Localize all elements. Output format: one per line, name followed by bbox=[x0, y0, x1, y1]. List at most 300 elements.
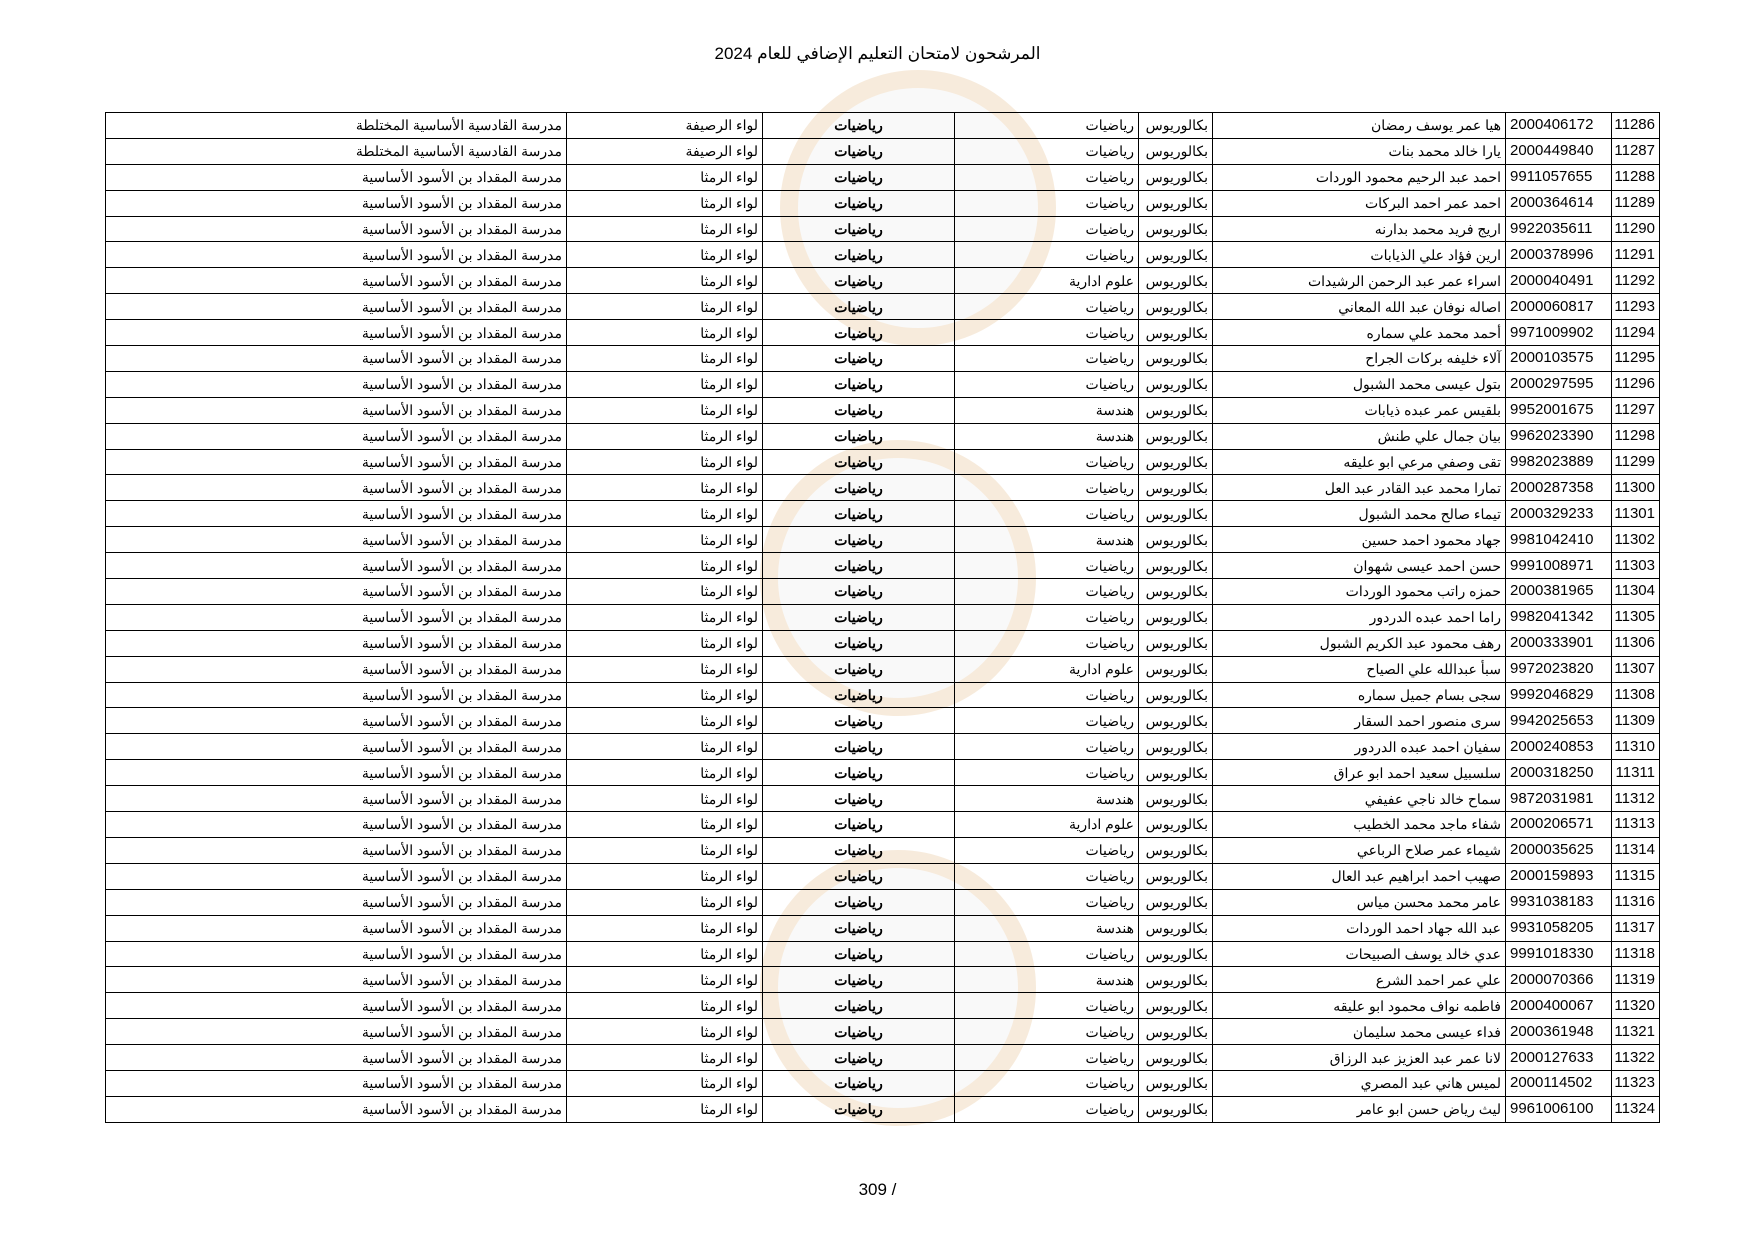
school-cell: مدرسة المقداد بن الأسود الأساسية bbox=[106, 863, 567, 889]
degree-cell: بكالوريوس bbox=[1139, 216, 1213, 242]
table-row bbox=[106, 708, 1660, 734]
school-cell: مدرسة المقداد بن الأسود الأساسية bbox=[106, 216, 567, 242]
subject-cell: رياضيات bbox=[763, 708, 955, 734]
candidate-name-cell: ارين فؤاد علي الذيابات bbox=[1213, 242, 1506, 268]
major-cell: رياضيات bbox=[955, 708, 1139, 734]
degree-cell: بكالوريوس bbox=[1139, 164, 1213, 190]
degree-cell: بكالوريوس bbox=[1139, 371, 1213, 397]
school-cell: مدرسة المقداد بن الأسود الأساسية bbox=[106, 760, 567, 786]
national-id-cell: 9991018330 bbox=[1506, 941, 1612, 967]
subject-cell: رياضيات bbox=[763, 1019, 955, 1045]
district-cell: لواء الرمثا bbox=[567, 863, 763, 889]
national-id-cell: 2000287358 bbox=[1506, 475, 1612, 501]
candidate-name-cell: أحمد محمد علي سماره bbox=[1213, 320, 1506, 346]
degree-cell: بكالوريوس bbox=[1139, 553, 1213, 579]
degree-cell: بكالوريوس bbox=[1139, 967, 1213, 993]
district-cell: لواء الرمثا bbox=[567, 682, 763, 708]
subject-cell: رياضيات bbox=[763, 138, 955, 164]
degree-cell: بكالوريوس bbox=[1139, 527, 1213, 553]
table-row bbox=[106, 889, 1660, 915]
major-cell: رياضيات bbox=[955, 630, 1139, 656]
school-cell: مدرسة المقداد بن الأسود الأساسية bbox=[106, 656, 567, 682]
district-cell: لواء الرصيفة bbox=[567, 113, 763, 139]
candidate-name-cell: هيا عمر يوسف رمضان bbox=[1213, 113, 1506, 139]
candidate-name-cell: احمد عمر احمد البركات bbox=[1213, 190, 1506, 216]
major-cell: رياضيات bbox=[955, 889, 1139, 915]
degree-cell: بكالوريوس bbox=[1139, 656, 1213, 682]
subject-cell: رياضيات bbox=[763, 682, 955, 708]
table-row bbox=[106, 604, 1660, 630]
serial-number-cell: 11321 bbox=[1612, 1019, 1660, 1045]
national-id-cell: 2000364614 bbox=[1506, 190, 1612, 216]
national-id-cell: 9872031981 bbox=[1506, 786, 1612, 812]
major-cell: رياضيات bbox=[955, 475, 1139, 501]
school-cell: مدرسة المقداد بن الأسود الأساسية bbox=[106, 320, 567, 346]
candidate-name-cell: عدي خالد يوسف الصبيحات bbox=[1213, 941, 1506, 967]
table-row bbox=[106, 346, 1660, 372]
subject-cell: رياضيات bbox=[763, 837, 955, 863]
national-id-cell: 2000449840 bbox=[1506, 138, 1612, 164]
degree-cell: بكالوريوس bbox=[1139, 915, 1213, 941]
major-cell: رياضيات bbox=[955, 190, 1139, 216]
major-cell: رياضيات bbox=[955, 501, 1139, 527]
major-cell: رياضيات bbox=[955, 553, 1139, 579]
school-cell: مدرسة المقداد بن الأسود الأساسية bbox=[106, 397, 567, 423]
major-cell: رياضيات bbox=[955, 216, 1139, 242]
school-cell: مدرسة المقداد بن الأسود الأساسية bbox=[106, 993, 567, 1019]
district-cell: لواء الرمثا bbox=[567, 812, 763, 838]
district-cell: لواء الرمثا bbox=[567, 786, 763, 812]
national-id-cell: 2000318250 bbox=[1506, 760, 1612, 786]
district-cell: لواء الرمثا bbox=[567, 346, 763, 372]
candidate-name-cell: حمزه راتب محمود الوردات bbox=[1213, 579, 1506, 605]
serial-number-cell: 11296 bbox=[1612, 371, 1660, 397]
degree-cell: بكالوريوس bbox=[1139, 812, 1213, 838]
serial-number-cell: 11295 bbox=[1612, 346, 1660, 372]
national-id-cell: 2000381965 bbox=[1506, 579, 1612, 605]
district-cell: لواء الرمثا bbox=[567, 656, 763, 682]
school-cell: مدرسة المقداد بن الأسود الأساسية bbox=[106, 1070, 567, 1096]
table-row bbox=[106, 190, 1660, 216]
subject-cell: رياضيات bbox=[763, 294, 955, 320]
subject-cell: رياضيات bbox=[763, 371, 955, 397]
degree-cell: بكالوريوس bbox=[1139, 1070, 1213, 1096]
major-cell: رياضيات bbox=[955, 1019, 1139, 1045]
subject-cell: رياضيات bbox=[763, 242, 955, 268]
subject-cell: رياضيات bbox=[763, 760, 955, 786]
district-cell: لواء الرمثا bbox=[567, 889, 763, 915]
degree-cell: بكالوريوس bbox=[1139, 501, 1213, 527]
district-cell: لواء الرمثا bbox=[567, 579, 763, 605]
major-cell: رياضيات bbox=[955, 164, 1139, 190]
school-cell: مدرسة القادسية الأساسية المختلطة bbox=[106, 113, 567, 139]
table-row bbox=[106, 320, 1660, 346]
candidate-name-cell: سجى بسام جميل سماره bbox=[1213, 682, 1506, 708]
major-cell: رياضيات bbox=[955, 346, 1139, 372]
major-cell: رياضيات bbox=[955, 371, 1139, 397]
national-id-cell: 9942025653 bbox=[1506, 708, 1612, 734]
subject-cell: رياضيات bbox=[763, 630, 955, 656]
major-cell: هندسة bbox=[955, 423, 1139, 449]
degree-cell: بكالوريوس bbox=[1139, 708, 1213, 734]
serial-number-cell: 11314 bbox=[1612, 837, 1660, 863]
school-cell: مدرسة المقداد بن الأسود الأساسية bbox=[106, 268, 567, 294]
serial-number-cell: 11299 bbox=[1612, 449, 1660, 475]
serial-number-cell: 11306 bbox=[1612, 630, 1660, 656]
major-cell: علوم ادارية bbox=[955, 268, 1139, 294]
major-cell: هندسة bbox=[955, 786, 1139, 812]
table-row bbox=[106, 915, 1660, 941]
district-cell: لواء الرمثا bbox=[567, 915, 763, 941]
district-cell: لواء الرمثا bbox=[567, 475, 763, 501]
degree-cell: بكالوريوس bbox=[1139, 346, 1213, 372]
school-cell: مدرسة المقداد بن الأسود الأساسية bbox=[106, 1019, 567, 1045]
district-cell: لواء الرمثا bbox=[567, 993, 763, 1019]
table-row bbox=[106, 1019, 1660, 1045]
degree-cell: بكالوريوس bbox=[1139, 397, 1213, 423]
major-cell: هندسة bbox=[955, 527, 1139, 553]
major-cell: علوم ادارية bbox=[955, 812, 1139, 838]
national-id-cell: 9931038183 bbox=[1506, 889, 1612, 915]
school-cell: مدرسة القادسية الأساسية المختلطة bbox=[106, 138, 567, 164]
subject-cell: رياضيات bbox=[763, 734, 955, 760]
district-cell: لواء الرصيفة bbox=[567, 138, 763, 164]
district-cell: لواء الرمثا bbox=[567, 604, 763, 630]
district-cell: لواء الرمثا bbox=[567, 371, 763, 397]
school-cell: مدرسة المقداد بن الأسود الأساسية bbox=[106, 915, 567, 941]
major-cell: هندسة bbox=[955, 967, 1139, 993]
school-cell: مدرسة المقداد بن الأسود الأساسية bbox=[106, 449, 567, 475]
serial-number-cell: 11319 bbox=[1612, 967, 1660, 993]
major-cell: رياضيات bbox=[955, 1070, 1139, 1096]
district-cell: لواء الرمثا bbox=[567, 760, 763, 786]
district-cell: لواء الرمثا bbox=[567, 216, 763, 242]
national-id-cell: 2000297595 bbox=[1506, 371, 1612, 397]
major-cell: رياضيات bbox=[955, 604, 1139, 630]
degree-cell: بكالوريوس bbox=[1139, 190, 1213, 216]
candidate-name-cell: سماح خالد ناجي عفيفي bbox=[1213, 786, 1506, 812]
degree-cell: بكالوريوس bbox=[1139, 1045, 1213, 1071]
national-id-cell: 2000400067 bbox=[1506, 993, 1612, 1019]
school-cell: مدرسة المقداد بن الأسود الأساسية bbox=[106, 294, 567, 320]
table-row bbox=[106, 164, 1660, 190]
table-row bbox=[106, 786, 1660, 812]
candidate-name-cell: حسن احمد عيسى شهوان bbox=[1213, 553, 1506, 579]
candidate-name-cell: اسراء عمر عبد الرحمن الرشيدات bbox=[1213, 268, 1506, 294]
table-row bbox=[106, 294, 1660, 320]
candidate-name-cell: لميس هاني عبد المصري bbox=[1213, 1070, 1506, 1096]
subject-cell: رياضيات bbox=[763, 889, 955, 915]
candidate-name-cell: شيماء عمر صلاح الرباعي bbox=[1213, 837, 1506, 863]
subject-cell: رياضيات bbox=[763, 812, 955, 838]
national-id-cell: 2000361948 bbox=[1506, 1019, 1612, 1045]
school-cell: مدرسة المقداد بن الأسود الأساسية bbox=[106, 837, 567, 863]
major-cell: رياضيات bbox=[955, 579, 1139, 605]
district-cell: لواء الرمثا bbox=[567, 397, 763, 423]
school-cell: مدرسة المقداد بن الأسود الأساسية bbox=[106, 734, 567, 760]
candidate-name-cell: تقى وصفي مرعي ابو عليقه bbox=[1213, 449, 1506, 475]
candidate-name-cell: تيماء صالح محمد الشبول bbox=[1213, 501, 1506, 527]
candidate-name-cell: شفاء ماجد محمد الخطيب bbox=[1213, 812, 1506, 838]
degree-cell: بكالوريوس bbox=[1139, 294, 1213, 320]
table-row bbox=[106, 242, 1660, 268]
candidate-name-cell: راما احمد عبده الدردور bbox=[1213, 604, 1506, 630]
serial-number-cell: 11322 bbox=[1612, 1045, 1660, 1071]
subject-cell: رياضيات bbox=[763, 656, 955, 682]
major-cell: رياضيات bbox=[955, 1096, 1139, 1122]
major-cell: رياضيات bbox=[955, 449, 1139, 475]
candidate-name-cell: لانا عمر عبد العزيز عبد الرزاق bbox=[1213, 1045, 1506, 1071]
national-id-cell: 9972023820 bbox=[1506, 656, 1612, 682]
degree-cell: بكالوريوس bbox=[1139, 449, 1213, 475]
subject-cell: رياضيات bbox=[763, 268, 955, 294]
district-cell: لواء الرمثا bbox=[567, 734, 763, 760]
major-cell: رياضيات bbox=[955, 993, 1139, 1019]
degree-cell: بكالوريوس bbox=[1139, 941, 1213, 967]
candidate-name-cell: سفيان احمد عبده الدردور bbox=[1213, 734, 1506, 760]
subject-cell: رياضيات bbox=[763, 604, 955, 630]
national-id-cell: 2000333901 bbox=[1506, 630, 1612, 656]
national-id-cell: 9962023390 bbox=[1506, 423, 1612, 449]
degree-cell: بكالوريوس bbox=[1139, 786, 1213, 812]
major-cell: رياضيات bbox=[955, 682, 1139, 708]
serial-number-cell: 11305 bbox=[1612, 604, 1660, 630]
degree-cell: بكالوريوس bbox=[1139, 1096, 1213, 1122]
major-cell: علوم ادارية bbox=[955, 656, 1139, 682]
subject-cell: رياضيات bbox=[763, 346, 955, 372]
candidate-name-cell: عامر محمد محسن مياس bbox=[1213, 889, 1506, 915]
serial-number-cell: 11316 bbox=[1612, 889, 1660, 915]
national-id-cell: 9981042410 bbox=[1506, 527, 1612, 553]
subject-cell: رياضيات bbox=[763, 501, 955, 527]
district-cell: لواء الرمثا bbox=[567, 501, 763, 527]
subject-cell: رياضيات bbox=[763, 967, 955, 993]
subject-cell: رياضيات bbox=[763, 423, 955, 449]
district-cell: لواء الرمثا bbox=[567, 320, 763, 346]
candidate-name-cell: رهف محمود عبد الكريم الشبول bbox=[1213, 630, 1506, 656]
table-row bbox=[106, 371, 1660, 397]
subject-cell: رياضيات bbox=[763, 216, 955, 242]
serial-number-cell: 11300 bbox=[1612, 475, 1660, 501]
degree-cell: بكالوريوس bbox=[1139, 579, 1213, 605]
national-id-cell: 2000103575 bbox=[1506, 346, 1612, 372]
national-id-cell: 9982023889 bbox=[1506, 449, 1612, 475]
serial-number-cell: 11317 bbox=[1612, 915, 1660, 941]
national-id-cell: 9952001675 bbox=[1506, 397, 1612, 423]
subject-cell: رياضيات bbox=[763, 993, 955, 1019]
serial-number-cell: 11293 bbox=[1612, 294, 1660, 320]
table-row bbox=[106, 216, 1660, 242]
serial-number-cell: 11303 bbox=[1612, 553, 1660, 579]
serial-number-cell: 11304 bbox=[1612, 579, 1660, 605]
school-cell: مدرسة المقداد بن الأسود الأساسية bbox=[106, 786, 567, 812]
candidate-name-cell: جهاد محمود احمد حسين bbox=[1213, 527, 1506, 553]
national-id-cell: 9931058205 bbox=[1506, 915, 1612, 941]
school-cell: مدرسة المقداد بن الأسود الأساسية bbox=[106, 967, 567, 993]
school-cell: مدرسة المقداد بن الأسود الأساسية bbox=[106, 423, 567, 449]
subject-cell: رياضيات bbox=[763, 449, 955, 475]
school-cell: مدرسة المقداد بن الأسود الأساسية bbox=[106, 812, 567, 838]
subject-cell: رياضيات bbox=[763, 397, 955, 423]
national-id-cell: 2000060817 bbox=[1506, 294, 1612, 320]
serial-number-cell: 11297 bbox=[1612, 397, 1660, 423]
major-cell: رياضيات bbox=[955, 1045, 1139, 1071]
serial-number-cell: 11288 bbox=[1612, 164, 1660, 190]
school-cell: مدرسة المقداد بن الأسود الأساسية bbox=[106, 630, 567, 656]
table-row bbox=[106, 1045, 1660, 1071]
candidate-name-cell: تمارا محمد عبد القادر عبد العل bbox=[1213, 475, 1506, 501]
school-cell: مدرسة المقداد بن الأسود الأساسية bbox=[106, 553, 567, 579]
district-cell: لواء الرمثا bbox=[567, 1070, 763, 1096]
national-id-cell: 2000040491 bbox=[1506, 268, 1612, 294]
serial-number-cell: 11287 bbox=[1612, 138, 1660, 164]
subject-cell: رياضيات bbox=[763, 579, 955, 605]
candidate-name-cell: اصاله نوفان عبد الله المعاني bbox=[1213, 294, 1506, 320]
national-id-cell: 2000035625 bbox=[1506, 837, 1612, 863]
degree-cell: بكالوريوس bbox=[1139, 863, 1213, 889]
district-cell: لواء الرمثا bbox=[567, 449, 763, 475]
degree-cell: بكالوريوس bbox=[1139, 993, 1213, 1019]
serial-number-cell: 11298 bbox=[1612, 423, 1660, 449]
district-cell: لواء الرمثا bbox=[567, 527, 763, 553]
district-cell: لواء الرمثا bbox=[567, 242, 763, 268]
district-cell: لواء الرمثا bbox=[567, 941, 763, 967]
school-cell: مدرسة المقداد بن الأسود الأساسية bbox=[106, 371, 567, 397]
district-cell: لواء الرمثا bbox=[567, 967, 763, 993]
national-id-cell: 2000240853 bbox=[1506, 734, 1612, 760]
major-cell: هندسة bbox=[955, 397, 1139, 423]
serial-number-cell: 11310 bbox=[1612, 734, 1660, 760]
national-id-cell: 9982041342 bbox=[1506, 604, 1612, 630]
table-row bbox=[106, 553, 1660, 579]
district-cell: لواء الرمثا bbox=[567, 1096, 763, 1122]
table-row bbox=[106, 941, 1660, 967]
serial-number-cell: 11309 bbox=[1612, 708, 1660, 734]
national-id-cell: 9971009902 bbox=[1506, 320, 1612, 346]
national-id-cell: 9992046829 bbox=[1506, 682, 1612, 708]
district-cell: لواء الرمثا bbox=[567, 190, 763, 216]
serial-number-cell: 11307 bbox=[1612, 656, 1660, 682]
national-id-cell: 2000159893 bbox=[1506, 863, 1612, 889]
major-cell: رياضيات bbox=[955, 294, 1139, 320]
subject-cell: رياضيات bbox=[763, 1045, 955, 1071]
school-cell: مدرسة المقداد بن الأسود الأساسية bbox=[106, 527, 567, 553]
district-cell: لواء الرمثا bbox=[567, 423, 763, 449]
candidate-name-cell: يارا خالد محمد بنات bbox=[1213, 138, 1506, 164]
subject-cell: رياضيات bbox=[763, 475, 955, 501]
degree-cell: بكالوريوس bbox=[1139, 682, 1213, 708]
national-id-cell: 2000206571 bbox=[1506, 812, 1612, 838]
school-cell: مدرسة المقداد بن الأسود الأساسية bbox=[106, 190, 567, 216]
serial-number-cell: 11302 bbox=[1612, 527, 1660, 553]
major-cell: هندسة bbox=[955, 915, 1139, 941]
subject-cell: رياضيات bbox=[763, 863, 955, 889]
table-row bbox=[106, 1096, 1660, 1122]
table-row bbox=[106, 630, 1660, 656]
table-row bbox=[106, 837, 1660, 863]
table-row bbox=[106, 579, 1660, 605]
serial-number-cell: 11313 bbox=[1612, 812, 1660, 838]
serial-number-cell: 11294 bbox=[1612, 320, 1660, 346]
candidate-name-cell: بلقيس عمر عبده ذيابات bbox=[1213, 397, 1506, 423]
candidate-name-cell: عبد الله جهاد احمد الوردات bbox=[1213, 915, 1506, 941]
national-id-cell: 9961006100 bbox=[1506, 1096, 1612, 1122]
serial-number-cell: 11312 bbox=[1612, 786, 1660, 812]
candidate-name-cell: ليث رياض حسن ابو عامر bbox=[1213, 1096, 1506, 1122]
table-row bbox=[106, 1070, 1660, 1096]
major-cell: رياضيات bbox=[955, 320, 1139, 346]
serial-number-cell: 11311 bbox=[1612, 760, 1660, 786]
major-cell: رياضيات bbox=[955, 242, 1139, 268]
candidate-name-cell: سرى منصور احمد السقار bbox=[1213, 708, 1506, 734]
subject-cell: رياضيات bbox=[763, 113, 955, 139]
degree-cell: بكالوريوس bbox=[1139, 138, 1213, 164]
subject-cell: رياضيات bbox=[763, 941, 955, 967]
table-row bbox=[106, 113, 1660, 139]
major-cell: رياضيات bbox=[955, 760, 1139, 786]
table-row bbox=[106, 268, 1660, 294]
subject-cell: رياضيات bbox=[763, 553, 955, 579]
table-row bbox=[106, 475, 1660, 501]
table-row bbox=[106, 760, 1660, 786]
national-id-cell: 2000406172 bbox=[1506, 113, 1612, 139]
district-cell: لواء الرمثا bbox=[567, 164, 763, 190]
degree-cell: بكالوريوس bbox=[1139, 760, 1213, 786]
district-cell: لواء الرمثا bbox=[567, 268, 763, 294]
serial-number-cell: 11286 bbox=[1612, 113, 1660, 139]
candidates-table bbox=[105, 112, 1660, 1123]
degree-cell: بكالوريوس bbox=[1139, 734, 1213, 760]
serial-number-cell: 11301 bbox=[1612, 501, 1660, 527]
degree-cell: بكالوريوس bbox=[1139, 837, 1213, 863]
serial-number-cell: 11289 bbox=[1612, 190, 1660, 216]
serial-number-cell: 11315 bbox=[1612, 863, 1660, 889]
subject-cell: رياضيات bbox=[763, 164, 955, 190]
serial-number-cell: 11290 bbox=[1612, 216, 1660, 242]
candidate-name-cell: صهيب احمد ابراهيم عبد العال bbox=[1213, 863, 1506, 889]
national-id-cell: 9911057655 bbox=[1506, 164, 1612, 190]
subject-cell: رياضيات bbox=[763, 320, 955, 346]
national-id-cell: 9991008971 bbox=[1506, 553, 1612, 579]
candidate-name-cell: سلسبيل سعيد احمد ابو عراق bbox=[1213, 760, 1506, 786]
candidate-name-cell: فداء عيسى محمد سليمان bbox=[1213, 1019, 1506, 1045]
degree-cell: بكالوريوس bbox=[1139, 604, 1213, 630]
subject-cell: رياضيات bbox=[763, 915, 955, 941]
candidate-name-cell: سبأ عبدالله علي الصياح bbox=[1213, 656, 1506, 682]
school-cell: مدرسة المقداد بن الأسود الأساسية bbox=[106, 889, 567, 915]
table-row bbox=[106, 993, 1660, 1019]
degree-cell: بكالوريوس bbox=[1139, 320, 1213, 346]
national-id-cell: 2000329233 bbox=[1506, 501, 1612, 527]
national-id-cell: 2000378996 bbox=[1506, 242, 1612, 268]
page-title: المرشحون لامتحان التعليم الإضافي للعام 2024 bbox=[714, 44, 1041, 63]
major-cell: رياضيات bbox=[955, 138, 1139, 164]
major-cell: رياضيات bbox=[955, 941, 1139, 967]
candidate-name-cell: فاطمه نواف محمود ابو عليقه bbox=[1213, 993, 1506, 1019]
school-cell: مدرسة المقداد بن الأسود الأساسية bbox=[106, 346, 567, 372]
district-cell: لواء الرمثا bbox=[567, 294, 763, 320]
degree-cell: بكالوريوس bbox=[1139, 423, 1213, 449]
table-row bbox=[106, 734, 1660, 760]
candidate-name-cell: علي عمر احمد الشرع bbox=[1213, 967, 1506, 993]
school-cell: مدرسة المقداد بن الأسود الأساسية bbox=[106, 164, 567, 190]
major-cell: رياضيات bbox=[955, 837, 1139, 863]
school-cell: مدرسة المقداد بن الأسود الأساسية bbox=[106, 475, 567, 501]
district-cell: لواء الرمثا bbox=[567, 1045, 763, 1071]
school-cell: مدرسة المقداد بن الأسود الأساسية bbox=[106, 708, 567, 734]
degree-cell: بكالوريوس bbox=[1139, 630, 1213, 656]
serial-number-cell: 11318 bbox=[1612, 941, 1660, 967]
